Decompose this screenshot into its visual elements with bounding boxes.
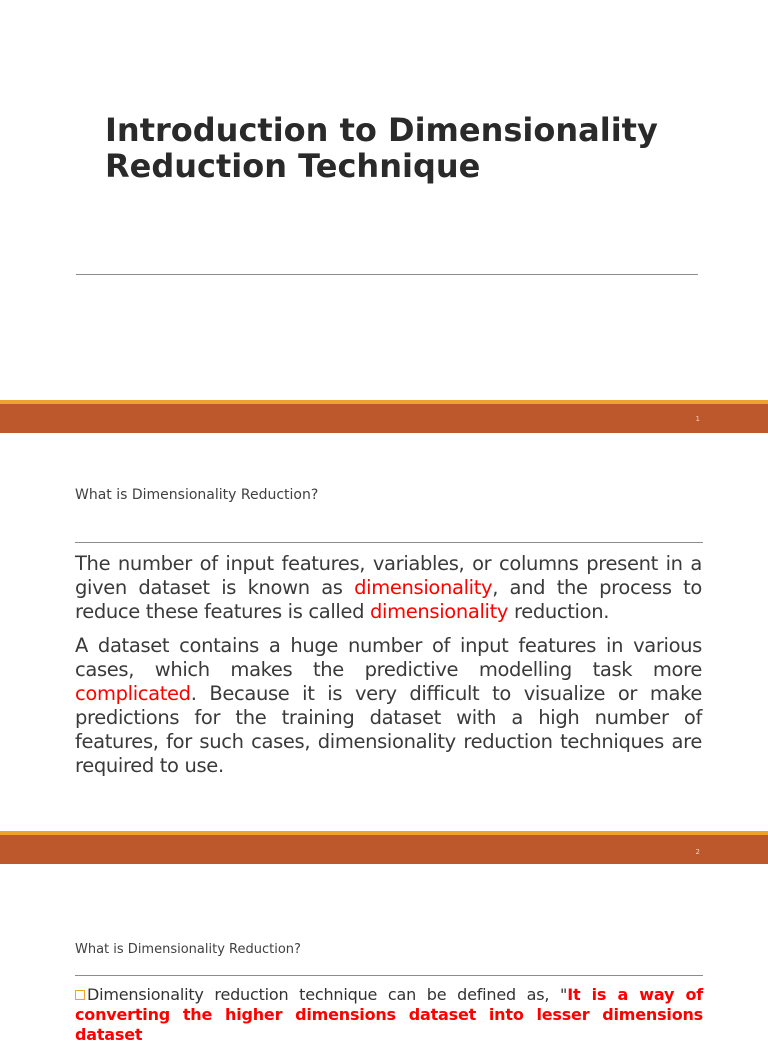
definition-emphasis: It is a way of converting the higher dimensions dataset into lesser dimensions dataset bbox=[75, 985, 703, 1044]
slide-footer-band-2 bbox=[0, 831, 768, 864]
square-bullet-icon bbox=[75, 990, 85, 1000]
highlight-term: complicated bbox=[75, 682, 191, 705]
text: The number of input features, variables, or columns present in a given dataset is known as bbox=[75, 552, 702, 599]
slide-heading: What is Dimensionality Reduction? bbox=[75, 487, 319, 503]
slide-heading: What is Dimensionality Reduction? bbox=[75, 942, 301, 957]
highlight-term: dimensionality bbox=[370, 600, 509, 623]
text: Dimensionality reduction technique can be defined as, " bbox=[87, 985, 568, 1004]
heading-divider bbox=[75, 542, 703, 543]
slide-footer-band-1 bbox=[0, 400, 768, 433]
paragraph-2 bbox=[75, 634, 702, 778]
text: , and the process to reduce these features is called bbox=[75, 576, 702, 623]
page-number: 1 bbox=[695, 415, 700, 423]
slide-title: Introduction to Dimensionality Reduction Technique bbox=[105, 111, 658, 185]
page-number: 2 bbox=[695, 848, 700, 856]
text: A dataset contains a huge number of input features in various cases, which makes the predictive modelling task more bbox=[75, 634, 702, 681]
slide-body bbox=[75, 985, 703, 1045]
text: . Because it is very difficult to visualize or make predictions for the training dataset with a high number of features, for such cases, dimensionality reduction techniques are required to use. bbox=[75, 682, 702, 777]
heading-divider bbox=[75, 975, 703, 976]
paragraph-1 bbox=[75, 552, 702, 624]
title-divider bbox=[76, 274, 698, 275]
slide-body bbox=[75, 552, 702, 788]
highlight-term: dimensionality bbox=[354, 576, 493, 599]
text: reduction. bbox=[508, 600, 610, 623]
slide-1 bbox=[0, 0, 768, 400]
